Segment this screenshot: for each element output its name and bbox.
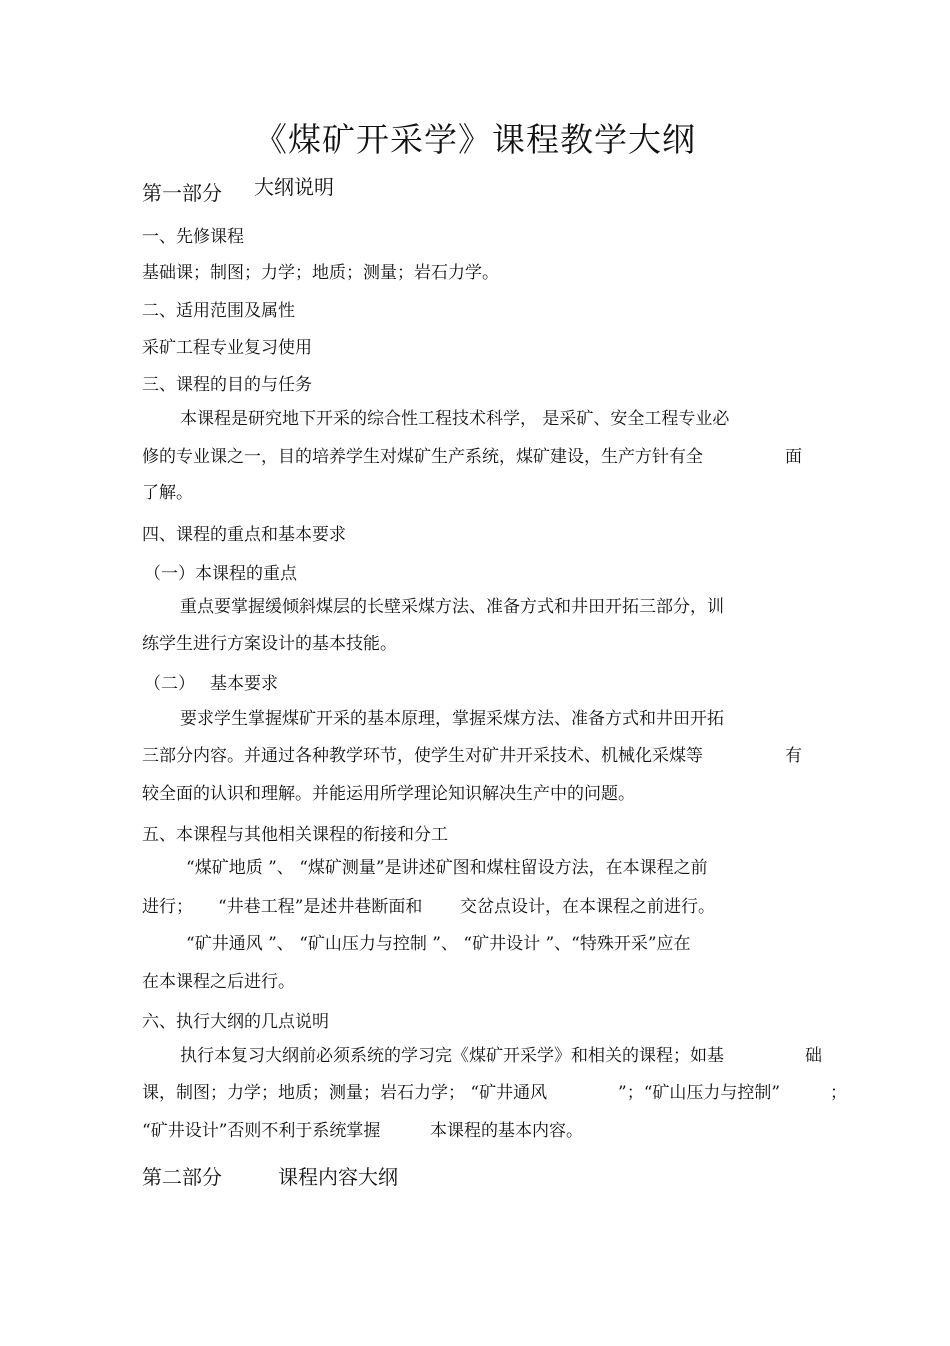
section6-line3-start: “矿井设计”否则不利于系统掌握 [142, 1121, 381, 1141]
section6-line1-end: 础 [805, 1046, 822, 1066]
section5-line4: 在本课程之后进行。 [142, 972, 295, 992]
part1-title: 大纲说明 [254, 175, 334, 199]
section6-line2-start: 课，制图；力学；地质；测量；岩石力学； “矿井通风 [142, 1083, 548, 1103]
section4-p2-line3: 较全面的认识和理解。并能运用所学理论知识解决生产中的问题。 [142, 784, 635, 804]
section3-line3: 了解。 [142, 483, 193, 503]
section3-line2: 修的专业课之一，目的培养学生对煤矿生产系统，煤矿建设，生产方针有全 [142, 447, 703, 467]
section6-line2-middle: ”；“矿山压力与控制” [618, 1083, 781, 1103]
section5-line3: “矿井通风 ”、 “矿山压力与控制 ”、 “矿井设计 ”、“特殊开采”应在 [186, 934, 691, 954]
section3-line2-end: 面 [785, 447, 802, 467]
section5-line2-middle: “井巷工程”是述井巷断面和 [218, 897, 423, 917]
section1-heading: 一、先修课程 [142, 227, 244, 247]
document-title: 《煤矿开采学》课程教学大纲 [254, 120, 696, 159]
section2-body: 采矿工程专业复习使用 [142, 338, 312, 358]
section4-sub1: （一）本课程的重点 [144, 564, 297, 584]
section5-line1: “煤矿地质 ”、 “煤矿测量”是讲述矿图和煤柱留设方法，在本课程之前 [186, 858, 708, 878]
section4-p1-line2: 练学生进行方案设计的基本技能。 [142, 634, 397, 654]
part1-label: 第一部分 [142, 181, 222, 205]
section5-heading: 五、本课程与其他相关课程的衔接和分工 [142, 825, 448, 845]
section2-heading: 二、适用范围及属性 [142, 301, 295, 321]
section4-heading: 四、课程的重点和基本要求 [142, 525, 346, 545]
section3-line1: 本课程是研究地下开采的综合性工程技术科学， 是采矿、安全工程专业必 [180, 409, 730, 429]
part2-title: 课程内容大纲 [278, 1165, 398, 1189]
section4-p2-line2: 三部分内容。并通过各种教学环节，使学生对矿井开采技术、机械化采煤等 [142, 746, 703, 766]
section6-line2-end: ； [830, 1083, 847, 1103]
section5-line2-start: 进行； [142, 897, 193, 917]
section4-p2-line1: 要求学生掌握煤矿开采的基本原理，掌握采煤方法、准备方式和井田开拓 [180, 709, 724, 729]
part2-label: 第二部分 [142, 1165, 222, 1189]
section4-sub2-title: 基本要求 [210, 674, 278, 694]
section5-line2-end: 交岔点设计，在本课程之前进行。 [460, 897, 715, 917]
section4-p2-line2-end: 有 [785, 746, 802, 766]
section3-heading: 三、课程的目的与任务 [142, 375, 312, 395]
section4-p1-line1: 重点要掌握缓倾斜煤层的长壁采煤方法、准备方式和井田开拓三部分，训 [180, 597, 724, 617]
section6-line3-end: 本课程的基本内容。 [430, 1121, 583, 1141]
section6-line1: 执行本复习大纲前必须系统的学习完《煤矿开采学》和相关的课程；如基 [180, 1046, 724, 1066]
section4-sub2-number: （二） [144, 674, 195, 694]
section1-body: 基础课；制图；力学；地质；测量；岩石力学。 [142, 263, 499, 283]
section6-heading: 六、执行大纲的几点说明 [142, 1012, 329, 1032]
